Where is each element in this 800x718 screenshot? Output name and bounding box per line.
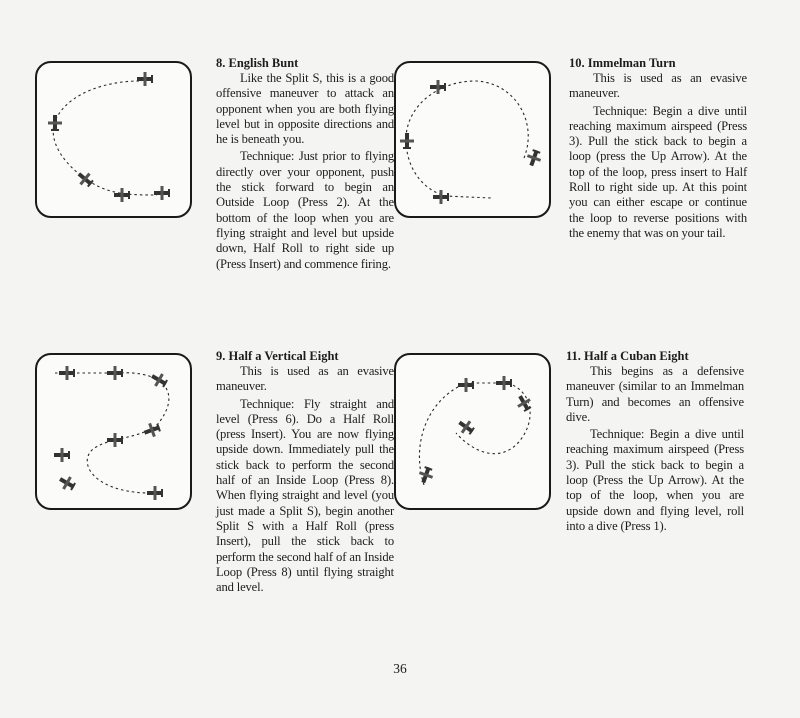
- english-bunt-figure: [35, 61, 192, 218]
- section-paragraph: This is used as an evasive maneuver.: [569, 71, 747, 101]
- biplane-icon: [514, 393, 534, 414]
- biplane-icon: [107, 366, 123, 380]
- half-vertical-eight-section: [216, 348, 394, 595]
- half-vertical-eight-figure: [35, 353, 192, 510]
- biplane-icon: [458, 378, 474, 392]
- biplane-icon: [137, 72, 153, 86]
- half-cuban-eight-diagram-icon: [396, 355, 549, 508]
- biplane-icon: [114, 188, 130, 202]
- biplane-icon: [400, 133, 414, 149]
- section-paragraph: Technique: Begin a dive until reaching maximum airspeed (Press 3). Pull the stick back to begin a loop (Press the Up Arrow). At the top of the loop, when you are upside down and flying level, roll into a dive (Press 1).: [566, 427, 744, 533]
- biplane-icon: [496, 376, 512, 390]
- biplane-icon: [455, 417, 476, 438]
- section-paragraph: Technique: Fly straight and level (Press 6). Do a Half Roll (press Insert). You are now flying upside down. Immediately pull the stick back to perform the second half of an Inside Loop (Press 8). When flying straight and level (you just made a Split S), begin another Split S with a Half Roll (press Insert), pull the stick back to perform the second half of an Inside Loop (Press 8) until flying straight and level.: [216, 396, 394, 595]
- section-paragraph: This is used as an evasive maneuver.: [216, 364, 394, 394]
- biplane-icon: [147, 486, 163, 500]
- biplane-icon: [59, 366, 75, 380]
- section-heading: 10. Immelman Turn: [569, 56, 676, 70]
- immelman-turn-section: [569, 55, 747, 241]
- english-bunt-section: [216, 55, 394, 272]
- half-cuban-eight-section: [566, 348, 744, 534]
- english-bunt-diagram-icon: [37, 63, 190, 216]
- section-paragraph: Technique: Just prior to flying directly over your opponent, push the stick forward to begin an Outside Loop (Press 2). At the bottom of the loop when you are flying straight and level but upside down, Half Roll to right side up (Press Insert) and commence firing.: [216, 149, 394, 271]
- biplane-icon: [107, 433, 123, 447]
- immelman-turn-diagram-icon: [396, 63, 549, 216]
- immelman-turn-figure: [394, 61, 551, 218]
- half-vertical-eight-diagram-icon: [37, 355, 190, 508]
- section-paragraph: Technique: Begin a dive until reaching maximum airspeed (Press 3). Pull the stick back to begin a loop (press the Up Arrow). At the top of the loop, press insert to Half Roll to right side up. At this point you can either escape or continue the loop to reverse positions with the enemy that was on your tail.: [569, 103, 747, 240]
- biplane-icon: [74, 168, 95, 189]
- section-heading: 8. English Bunt: [216, 56, 299, 70]
- section-heading: 11. Half a Cuban Eight: [566, 349, 689, 363]
- biplane-icon: [57, 473, 78, 493]
- page-number: 36: [393, 661, 407, 676]
- biplane-icon: [54, 448, 70, 462]
- section-paragraph: This begins as a defensive maneuver (similar to an Immelman Turn) and becomes an offensive dive.: [566, 364, 744, 424]
- biplane-icon: [430, 80, 446, 94]
- section-paragraph: Like the Split S, this is a good offensive maneuver to attack an opponent when you are both flying level but in opposite directions and he is beneath you.: [216, 71, 394, 147]
- biplane-icon: [154, 186, 170, 200]
- biplane-icon: [48, 115, 62, 131]
- biplane-icon: [149, 370, 170, 390]
- biplane-icon: [417, 465, 436, 485]
- biplane-icon: [142, 421, 162, 440]
- biplane-icon: [525, 148, 544, 168]
- half-cuban-eight-figure: [394, 353, 551, 510]
- section-heading: 9. Half a Vertical Eight: [216, 349, 339, 363]
